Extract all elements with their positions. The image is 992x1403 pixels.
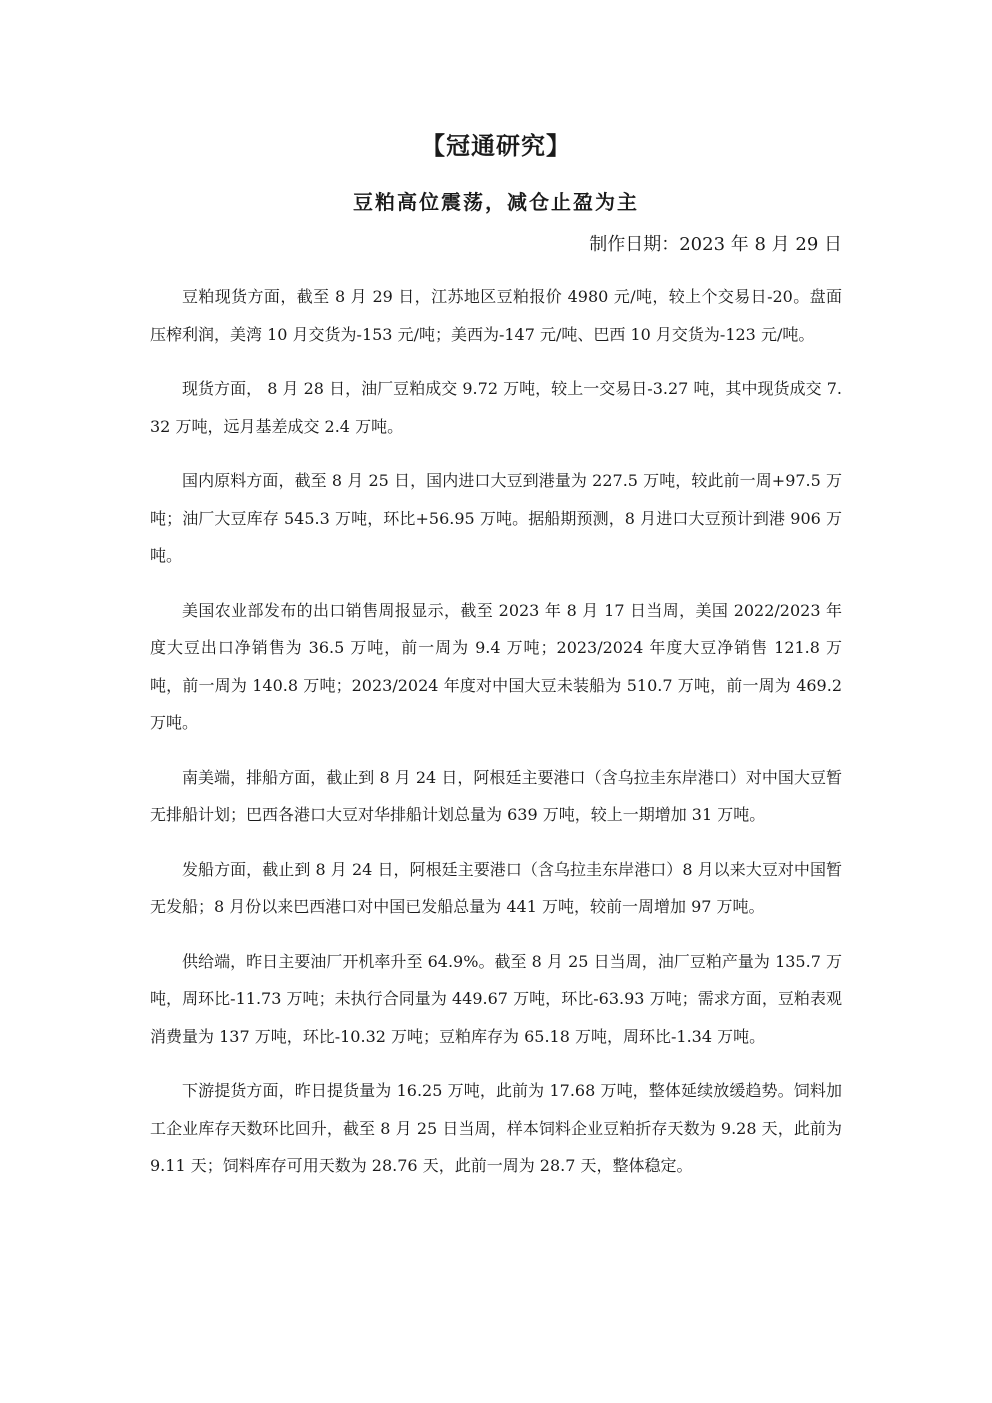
paragraph-spot-trading: 现货方面， 8 月 28 日，油厂豆粕成交 9.72 万吨，较上一交易日-3.27 吨，其中现货成交 7.32 万吨，远月基差成交 2.4 万吨。 — [150, 379, 842, 436]
report-title: 豆粕高位震荡，减仓止盈为主 — [353, 190, 639, 214]
paragraph-shipments: 发船方面，截止到 8 月 24 日，阿根廷主要港口（含乌拉圭东岸港口）8 月以来大豆对中国暂无发船；8 月份以来巴西港口对中国已发船总量为 441 万吨，较前一周增加 97 万吨。 — [150, 859, 842, 916]
paragraph-domestic-raw-material: 国内原料方面，截至 8 月 25 日，国内进口大豆到港量为 227.5 万吨，较此前一周+97.5 万吨；油厂大豆库存 545.3 万吨，环比+56.95 万吨。据船期预测，8 月进口大豆预计到港 906 万吨。 — [150, 471, 842, 565]
production-date: 制作日期：2023 年 8 月 29 日 — [589, 234, 842, 255]
paragraph-usda-export-sales: 美国农业部发布的出口销售周报显示，截至 2023 年 8 月 17 日当周，美国 2022/2023 年度大豆出口净销售为 36.5 万吨，前一周为 9.4 万吨；2023/2024 年度大豆净销售 121.8 万吨，前一周为 140.8 万吨；2023/2024 年度对中国大豆未装船为 510.7 万吨，前一周为 469.2 万吨。 — [150, 600, 842, 732]
report-body — [150, 278, 842, 1202]
paragraph-downstream-pickup: 下游提货方面，昨日提货量为 16.25 万吨，此前为 17.68 万吨，整体延续放缓趋势。饲料加工企业库存天数环比回升，截至 8 月 25 日当周，样本饲料企业豆粕折存天数为 9.28 天，此前为 9.11 天；饲料库存可用天数为 28.76 天，此前一周为 28.7 天，整体稳定。 — [150, 1081, 842, 1175]
paragraph-supply-demand: 供给端，昨日主要油厂开机率升至 64.9%。截至 8 月 25 日当周，油厂豆粕产量为 135.7 万吨，周环比-11.73 万吨；未执行合同量为 449.67 万吨，环比-63.93 万吨；需求方面，豆粕表观消费量为 137 万吨，环比-10.32 万吨；豆粕库存为 65.18 万吨，周环比-1.34 万吨。 — [150, 951, 842, 1046]
paragraph-spot-price: 豆粕现货方面，截至 8 月 29 日，江苏地区豆粕报价 4980 元/吨，较上个交易日-20。盘面压榨利润，美湾 10 月交货为-153 元/吨；美西为-147 元/吨、巴西 10 月交货为-123 元/吨。 — [150, 287, 842, 344]
organization-title: 【冠通研究】 — [421, 131, 571, 160]
paragraph-south-america-scheduling: 南美端，排船方面，截止到 8 月 24 日，阿根廷主要港口（含乌拉圭东岸港口）对中国大豆暂无排船计划；巴西各港口大豆对华排船计划总量为 639 万吨，较上一期增加 31 万吨。 — [150, 767, 842, 824]
